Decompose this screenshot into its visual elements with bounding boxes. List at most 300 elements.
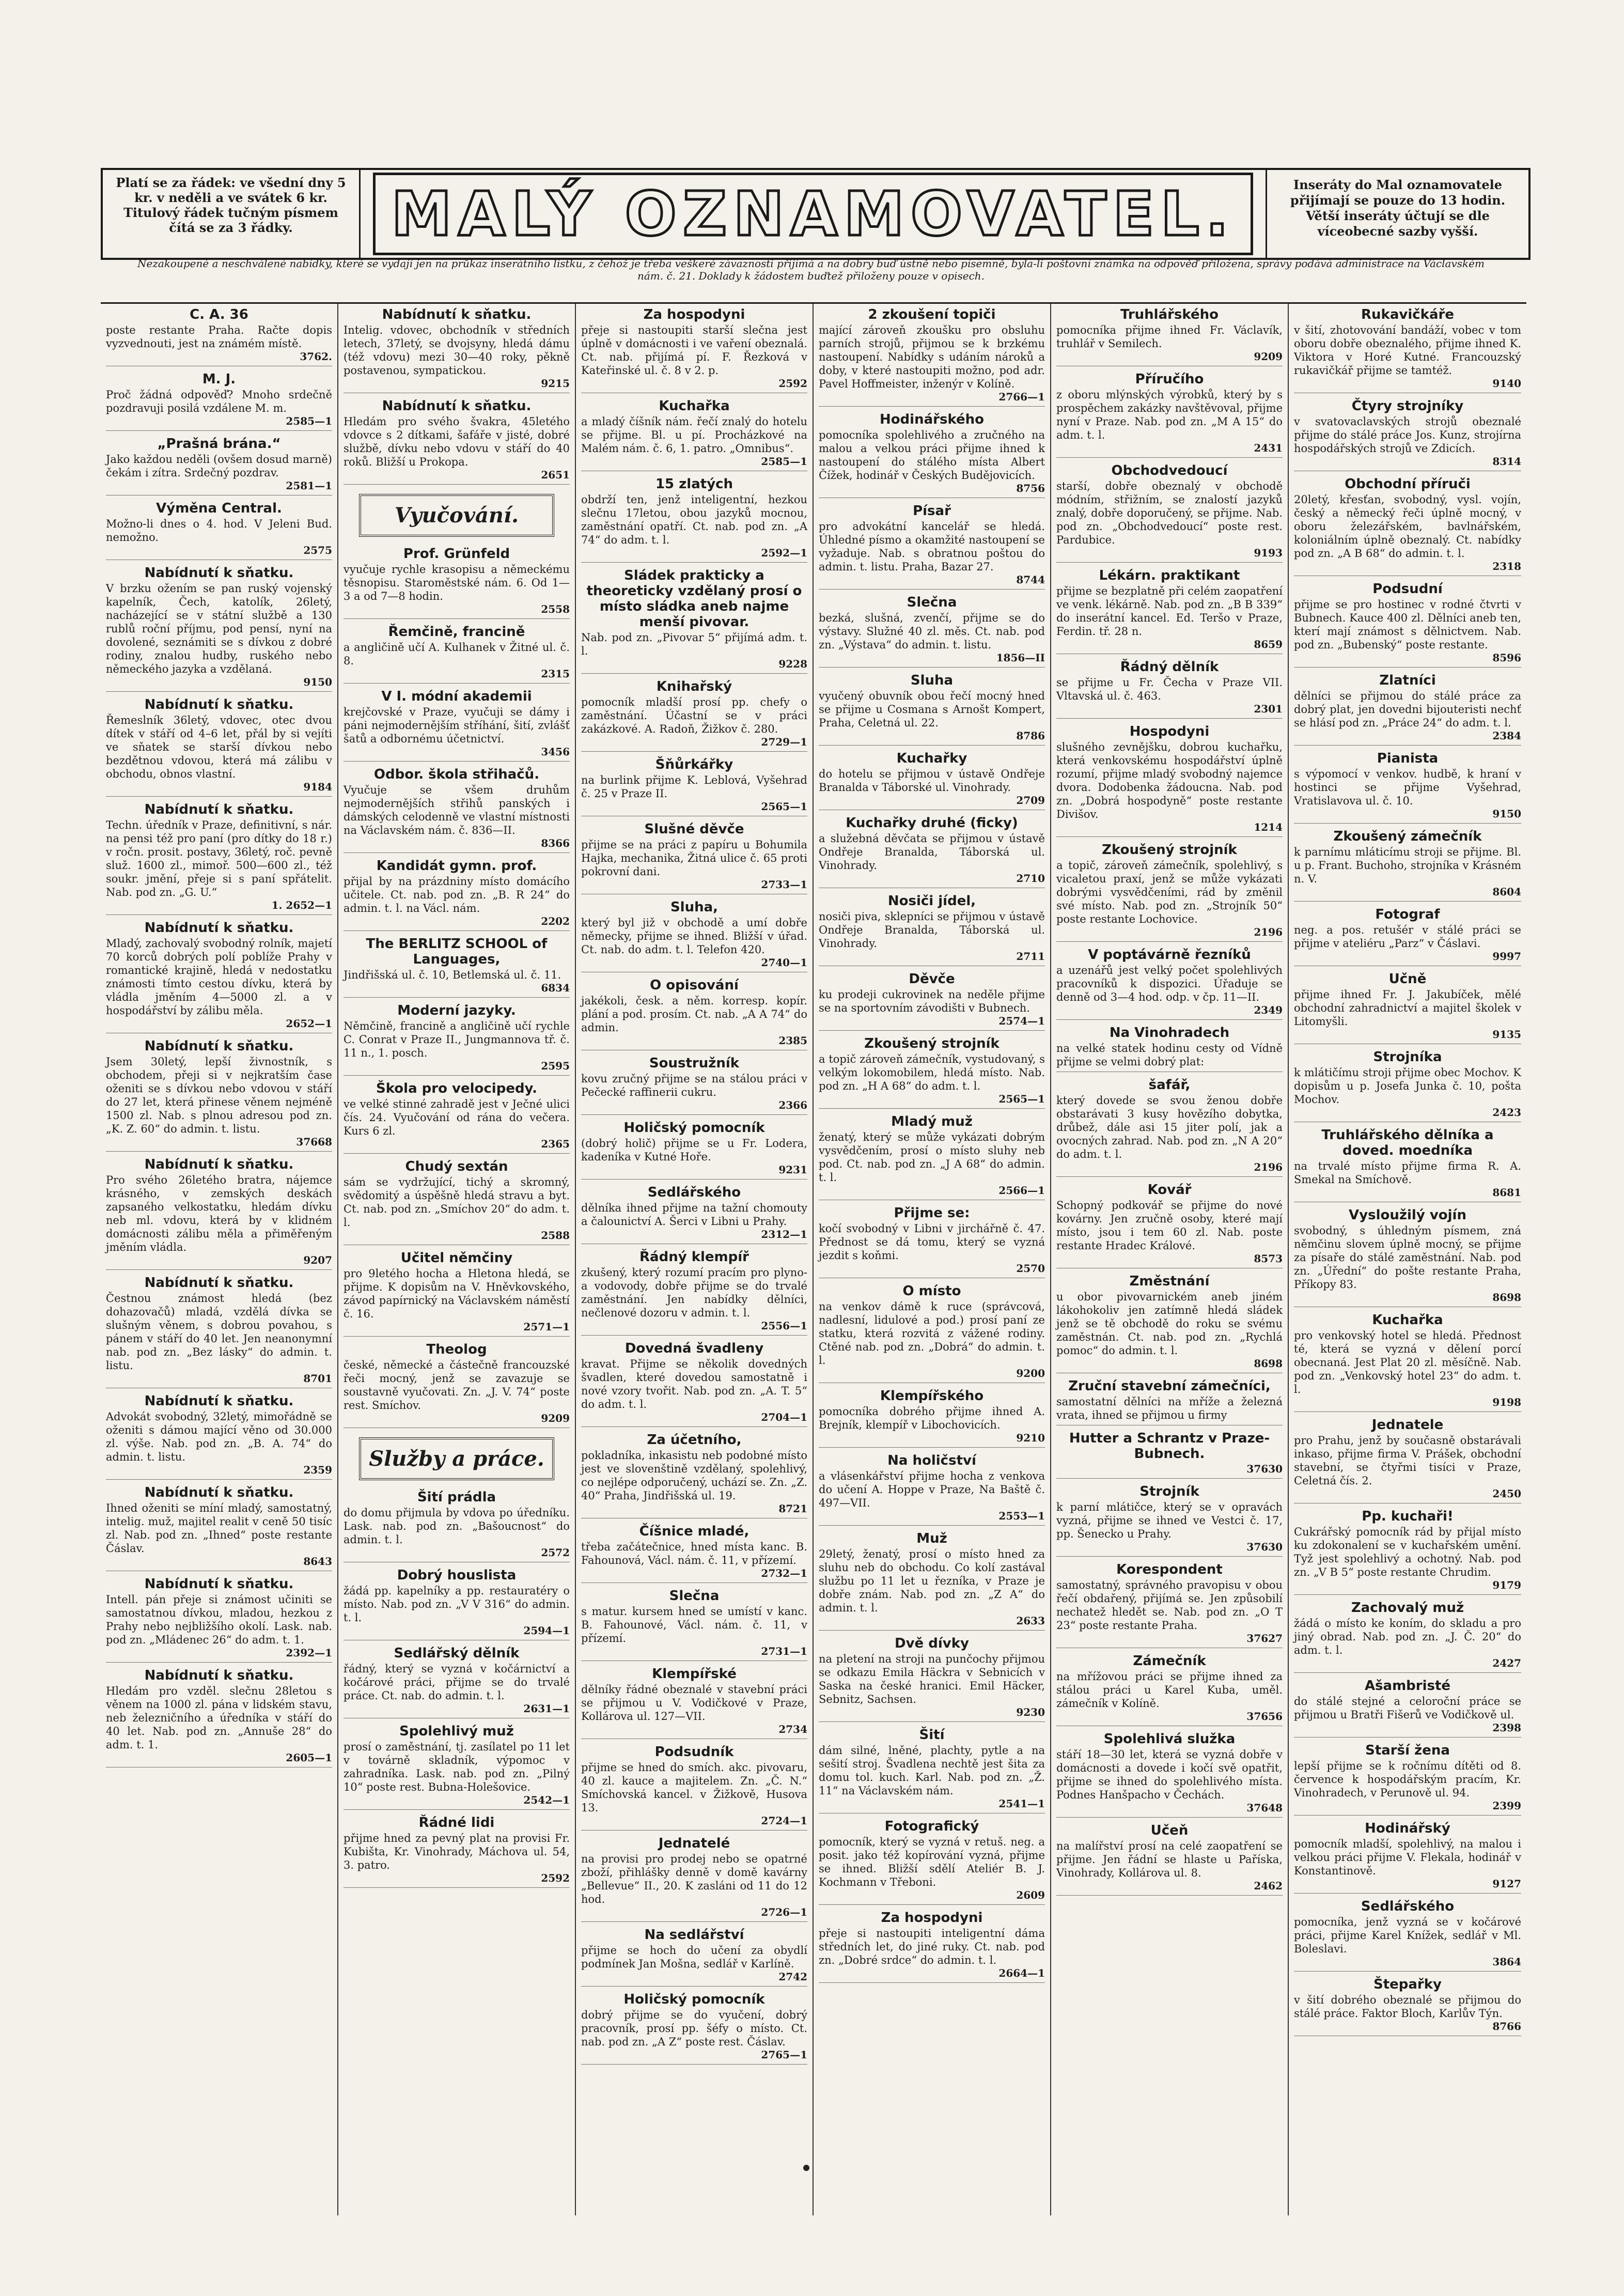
ad-reference-number: 37627 — [1246, 1632, 1283, 1645]
classified-ad — [106, 1038, 332, 1152]
ad-text: pro advokátní kancelář se hledá. Úhledné písmo a okamžité nastoupení se vyžaduje. Nab. s obratnou poštou do admin. t. listu. Praha, Bazar 27. — [819, 520, 1045, 573]
ad-reference-number: 8604 — [1492, 886, 1521, 898]
classified-ad — [1294, 1312, 1521, 1412]
ad-heading: Chudý sextán — [405, 1159, 508, 1174]
classified-ad — [581, 757, 807, 816]
ad-heading: Za hospodyni — [643, 307, 745, 322]
classified-ad — [106, 501, 332, 560]
ad-text: Možno-li dnes o 4. hod. V Jeleni Bud. nemožno. — [106, 518, 332, 544]
classified-ad — [343, 1646, 570, 1718]
ad-reference-number: 2733—1 — [761, 878, 807, 891]
classified-ad — [343, 624, 570, 684]
ad-text: pomocníka dobrého přijme ihned A. Brejník, klempíř v Libochovicích. — [819, 1405, 1045, 1431]
ad-reference-number: 2575 — [303, 544, 332, 556]
ad-heading: Nabídnutí k sňatku. — [144, 565, 294, 581]
ad-heading: Zkoušený strojník — [1102, 842, 1237, 858]
ad-text: pomocník mladší, spolehlivý, na malou i velkou práci přijme V. Flekala, hodinář v Konstantinově. — [1294, 1838, 1521, 1877]
ad-reference-number: 3762. — [300, 350, 332, 363]
classified-ad — [1294, 751, 1521, 824]
classified-ad — [819, 412, 1045, 498]
ad-text: Jsem 30letý, lepší živnostník, s obchodem, přeji si v nejkratším čase oženiti se s dívkou nebo vdovou v stáří do 27 let, která přinese věnem nejméně 1500 zl. Nab. s plnou adresou pod zn. „K. Z. 60“ do admin. t. listu. — [106, 1056, 332, 1135]
ad-reference-number: 2585—1 — [761, 455, 807, 468]
ad-text: kravat. Přijme se několik dovedných švadlen, které dovedou samostatně i nové vzory tvořit. Nab. pod zn. „A. T. 5“ do adm. t. l. — [581, 1358, 807, 1410]
classified-ad — [581, 1666, 807, 1739]
ad-reference-number: 9150 — [303, 676, 332, 688]
classified-ad — [819, 893, 1045, 966]
ad-text: Proč žádná odpověď? Mnoho srdečně pozdravuji posilá vzdálene M. m. — [106, 389, 332, 414]
ad-reference-number: 3864 — [1492, 1956, 1521, 1968]
ad-heading: Obchodní příruči — [1345, 476, 1471, 492]
ad-reference-number: 1. 2652—1 — [271, 899, 332, 911]
ad-heading: Na Vinohradech — [1109, 1025, 1230, 1041]
ad-reference-number: 8701 — [303, 1372, 332, 1385]
ad-heading: Nabídnutí k sňatku. — [144, 1157, 294, 1172]
ad-heading: V poptávárně řezníků — [1088, 947, 1251, 963]
ad-text: V brzku ožením se pan ruský vojenský kapelník, Čech, katolík, 26letý, nacházející se v státní službě a 130 rublů roční příjmu, pod pensí, nyní na dovolené, seznámiti se s dívkou z dobré rodiny, znalou hudby, ruského nebo německého jazyka a vzdělaná. — [106, 582, 332, 675]
ad-reference-number: 9150 — [1492, 808, 1521, 820]
ad-reference-number: 37630 — [1246, 1541, 1283, 1553]
ad-reference-number: 2556—1 — [761, 1320, 807, 1332]
ad-text: přeje si nastoupiti starší slečna jest úplně v domácnosti i ve vaření obeznalá. Ct. nab. přijímá pí. F. Řezková v Kateřinské ul. č. 8 v 2. p. — [581, 324, 807, 377]
ad-text: k parní mlátičce, který se v opravách vyzná, přijme se ihned ve Vestci č. 17, pp. Šenecko u Prahy. — [1056, 1501, 1283, 1540]
ad-text: Řemeslník 36letý, vdovec, otec dvou dítek v stáří od 4–6 let, přál by si vejíti ve sňatek se starší dívkou nebo bezdětnou vdovou, která má zálibu v obchodu, obnos vlastní. — [106, 714, 332, 780]
ad-text: dělníci se přijmou do stálé práce za dobrý plat, jen dovedni bijouteristi nechť se hlásí pod zn. „Práce 24“ do adm. t. l. — [1294, 690, 1521, 729]
ad-heading: Dovedná švadleny — [624, 1341, 764, 1356]
ad-reference-number: 9179 — [1492, 1579, 1521, 1591]
ad-reference-number: 2571—1 — [523, 1321, 570, 1333]
ad-text: pomocníka přijme ihned Fr. Václavík, truhlář v Semilech. — [1056, 324, 1283, 350]
classified-ad — [343, 1250, 570, 1337]
ad-text: mající zároveň zkoušku pro obsluhu parních strojů, přijmou se k brzkému nastoupení. Nabídky s udáním nároků a doby, v které nastoupiti možno, pod adr. Pavel Hoffmeister, inženýr v Kolíně. — [819, 324, 1045, 390]
ad-text: krejčovské v Praze, vyučuji se dámy i páni nejmodernějším stříhání, šití, zvlášť šatů a odbornému účetnictví. — [343, 706, 570, 745]
ad-heading: O opisování — [650, 978, 739, 993]
ad-heading: Řádné lidi — [418, 1815, 495, 1830]
ad-reference-number: 2423 — [1492, 1106, 1521, 1119]
ad-text: pomocníka spolehlivého a zručného na malou a velkou práci přijme ihned k nastoupení do stálého místa Albert Čížek, hodinář v Českých Budějovicích. — [819, 429, 1045, 482]
ad-text: k parnímu mláticímu stroji se přijme. Bl. u p. Frant. Buchoho, strojníka v Krásném n. V. — [1294, 846, 1521, 885]
ad-reference-number: 2711 — [1016, 950, 1045, 963]
ad-reference-number: 2592 — [778, 377, 807, 390]
ad-heading: Nabídnutí k sňatku. — [382, 307, 532, 322]
classified-ad — [1056, 1182, 1283, 1268]
ad-text: přijme ihned Fr. J. Jakubíček, mělé obchodní zahradnictví a majitel školek v Litomyšli. — [1294, 988, 1521, 1028]
ad-reference-number: 1856—II — [996, 651, 1045, 664]
ad-text: přijme se na práci z papíru u Bohumila Hajka, mechanika, Žitná ulice č. 65 proti pokrovní dani. — [581, 839, 807, 878]
ad-text: kovu zručný přijme se na stálou práci v Pečecké raffinerii cukru. — [581, 1073, 807, 1098]
ad-text: na burlink přijme K. Leblová, Vyšehrad č. 25 v Praze II. — [581, 774, 807, 800]
classified-ad — [343, 1490, 570, 1562]
ad-reference-number: 2585—1 — [286, 415, 332, 427]
ad-reference-number: 9997 — [1492, 950, 1521, 963]
ad-reference-number: 2732—1 — [761, 1567, 807, 1579]
ad-heading: Kovář — [1147, 1182, 1192, 1198]
ad-reference-number: 2766—1 — [998, 391, 1045, 403]
ad-text: žádá pp. kapelníky a pp. restauratéry o místo. Nab. pod zn. „V V 316“ do admin. t. l. — [343, 1585, 570, 1624]
ad-heading: Holičský pomocník — [623, 1992, 765, 2007]
ad-text: neg. a pos. retušér v stálé práci se přijme v ateliéru „Parz“ v Čáslavi. — [1294, 924, 1521, 950]
ad-heading: Sládek prakticky a theoreticky vzdělaný prosí o místo sládka aneb najme menší pivovar. — [586, 568, 802, 630]
classified-ad — [581, 1432, 807, 1518]
classified-ad — [1056, 724, 1283, 837]
ad-text: pomocník, který se vyzná v retuš. neg. a posit. jako též kopírování vyzná, přijme se ihned. Bližší sdělí Ateliér B. J. Kochmann v Třeboni. — [819, 1836, 1045, 1888]
ad-text: přeje si nastoupiti inteligentní dáma středních let, do jiné ruky. Ct. nab. pod zn. „Dobré srdce“ do admin. t. l. — [819, 1927, 1045, 1966]
ad-text: Cukrářský pomocník rád by přijal místo ku zdokonalení se v kuchařském umění. Tyž jest spolehlivý a ochotný. Nab. pod zn. „V B 5“ poste restante Chrudim. — [1294, 1526, 1521, 1578]
ad-reference-number: 2541—1 — [998, 1797, 1045, 1810]
ad-heading: Dvě dívky — [895, 1636, 969, 1651]
ad-heading: Fotografický — [884, 1819, 979, 1834]
ad-heading: Spolehlivá služka — [1103, 1731, 1236, 1747]
ad-text: pro venkovský hotel se hledá. Přednost té, která se vyzná v dělení porcí obecnaná. Jest Plat 20 zl. měsíčně. Nab. pod zn. „Venkovský hotel 23“ do adm. t. l. — [1294, 1329, 1521, 1395]
ad-columns — [101, 302, 1526, 2215]
ad-heading: Sluha, — [670, 899, 719, 915]
ad-text: poste restante Praha. Račte dopis vyzvednouti, jest na známém místě. — [106, 324, 332, 350]
classified-ad — [819, 595, 1045, 668]
ad-text: samostatný, správného pravopisu v obou řečí obdařený, přijímá se. Jen způsobilí nechatež hledět se. Nab. pod zn. „O T 23“ poste restante Praha. — [1056, 1579, 1283, 1632]
classified-ad — [819, 751, 1045, 810]
classified-ad — [343, 546, 570, 619]
ad-text: dobrý přijme se do vyučení, dobrý pracovník, prosí pp. šéfy o místo. Ct. nab. pod zn. „A Z“ poste rest. Čáslav. — [581, 2009, 807, 2048]
ad-heading: Vysloužilý vojín — [1349, 1207, 1466, 1223]
ad-reference-number: 2365 — [541, 1138, 570, 1150]
classified-ad — [343, 858, 570, 931]
ad-reference-number: 2633 — [1016, 1615, 1045, 1627]
ad-heading: Prof. Grünfeld — [403, 546, 510, 562]
ad-text: Jindřišská ul. č. 10, Betlemská ul. č. 11. — [343, 969, 561, 981]
ad-reference-number: 2570 — [1016, 1262, 1045, 1275]
ad-text: (dobrý holič) přijme se u Fr. Lodera, kadeníka v Kutné Hoře. — [581, 1137, 807, 1163]
ad-heading: Korespondent — [1116, 1562, 1223, 1577]
classified-ad — [343, 1815, 570, 1888]
ad-text: vyučuje rychle krasopisu a německému těsnopisu. Staroměstské nám. 6. Od 1—3 a od 7—8 hodin. — [343, 563, 570, 602]
ad-heading: Hodinářský — [1365, 1821, 1450, 1836]
ad-reference-number: 9209 — [541, 1412, 570, 1424]
ad-heading: Nabídnutí k sňatku. — [144, 1038, 294, 1054]
ad-heading: Nabídnutí k sňatku. — [144, 1393, 294, 1409]
ad-text: a topič, zároveň zámečník, spolehlivý, s vicaletou praxí, jenž se může vykázati dobrými vysvědčeními, rád by změnil své místo. Nab. pod zn. „Strojník 50“ poste restante Lochovice. — [1056, 859, 1283, 925]
ad-text: který byl již v obchodě a umí dobře německy, přijme se ihned. Bližší v úřad. Ct. nab. do adm. t. l. Telefon 420. — [581, 917, 807, 956]
ad-text: žádá o místo ke koním, do skladu a pro jiný obrad. Nab. pod zn. „J. Č. 20“ do adm. t. l. — [1294, 1617, 1521, 1656]
classified-ad — [819, 1205, 1045, 1278]
ad-text: 20letý, křesťan, svobodný, vysl. vojín, český a německý řeči úplně mocný, v oboru železářském, bavlnářském, koloniálním úplně obeznalý. Ct. nabídky pod zn. „A B 68“ do admin. t. l. — [1294, 493, 1521, 560]
ad-text: pomocník mladší prosí pp. chefy o zaměstnání. Účastní se v práci zakázkové. A. Radoň, Žižkov č. 280. — [581, 696, 807, 735]
classified-ad — [819, 503, 1045, 589]
ad-reference-number: 2664—1 — [998, 1967, 1045, 1979]
classified-ad — [581, 1249, 807, 1336]
ad-heading: Starší žena — [1365, 1743, 1450, 1758]
ad-heading: Spolehlivý muž — [399, 1724, 514, 1739]
ad-text: samostatní dělníci na mříže a železná vrata, ihned se přijmou u firmy — [1056, 1395, 1283, 1421]
ad-reference-number: 2398 — [1492, 1721, 1521, 1734]
ad-heading: Strojník — [1139, 1484, 1199, 1499]
classified-ad — [1056, 947, 1283, 1020]
ad-text: Hledám pro vzděl. slečnu 28letou s věnem na 1000 zl. pána v lidském stavu, neb železničního a úředníka v stáří do 40 let. Nab. pod zn. „Annuše 28“ do adm. t. 1. — [106, 1685, 332, 1751]
ad-text: na provisi pro prodej nebo se opatrné zboží, přihlášky denně v domě kavárny „Bellevue“ II., 20. K zasláni od 11 do 12 hod. — [581, 1853, 807, 1905]
ad-text: a uzenářů jest velký počet spolehlivých pracovníků k dispozici. Úřaduje se denně od 3—4 hod. odp. v čp. 11—II. — [1056, 964, 1283, 1003]
ad-text: dám silné, lněné, plachty, pytle a na sešití stroj. Švadlena nechtě jest šita za domu tol. kuch. Karl. Nab. pod zn. „Ž. 11“ na Václavském nám. — [819, 1744, 1045, 1797]
classified-ad — [1056, 1378, 1283, 1425]
classified-ad — [1056, 659, 1283, 719]
ad-heading: 2 zkoušení topiči — [868, 307, 996, 322]
ad-reference-number: 8744 — [1016, 573, 1045, 586]
ad-reference-number: 9209 — [1254, 350, 1283, 363]
ad-text: přijme hned za pevný plat na provisi Fr. Kubišta, Kr. Vinohrady, Máchova ul. 54, 3. patro. — [343, 1832, 570, 1871]
ad-heading: Holičský pomocník — [623, 1120, 765, 1136]
ad-heading: Řádný klempíř — [639, 1249, 749, 1265]
ad-text: pomocníka, jenž vyzná se v kočárové práci, přijme Karel Knížek, sedlář v Ml. Boleslavi. — [1294, 1916, 1521, 1955]
ad-heading: Rukavičkáře — [1361, 307, 1454, 322]
ad-reference-number: 37630 — [1246, 1463, 1283, 1475]
ad-text: dělníky řádné obeznalé v stavební práci se přijmou u V. Vodičkové v Praze, Kollárova ul. 127—VII. — [581, 1683, 807, 1723]
ad-heading: Soustružník — [649, 1056, 740, 1071]
classified-ad — [1056, 371, 1283, 458]
ad-text: pro 9letého hocha a Hletona hledá, se přijme. K dopisům na V. Hněvkovského, závod papírnický na Václavském náměstí č. 16. — [343, 1267, 570, 1320]
classified-ad — [1294, 1207, 1521, 1307]
ad-text: nosiči piva, sklepníci se přijmou v ústavě Ondřeje Branalda, Táborská ul. Vinohrady. — [819, 910, 1045, 950]
classified-ad — [581, 476, 807, 563]
ad-text: prosí o zaměstnání, tj. zasílatel po 11 let v továrně skladník, výpomoc v zahradníka. Lask. nab. pod zn. „Pilný 10“ poste rest. Bubna-Holešovice. — [343, 1741, 570, 1793]
ad-heading: Klempířského — [880, 1388, 984, 1404]
ad-heading: 15 zlatých — [655, 476, 733, 492]
ad-reference-number: 3456 — [541, 746, 570, 758]
ad-heading: Knihařský — [656, 679, 732, 694]
classified-ad — [819, 1727, 1045, 1813]
classified-ad — [581, 307, 807, 393]
ad-heading: Na sedlářství — [644, 1927, 744, 1943]
ad-reference-number: 2318 — [1492, 560, 1521, 572]
ad-reference-number: 2349 — [1254, 1004, 1283, 1016]
classified-ad — [819, 1453, 1045, 1526]
classified-ad — [819, 1036, 1045, 1109]
ad-text: do hotelu se přijmou v ústavě Ondřeje Branalda v Táborské ul. Vinohrady. — [819, 768, 1045, 794]
ad-heading: Hodinářského — [879, 412, 985, 427]
ad-reference-number: 2315 — [541, 668, 570, 680]
ad-heading: Škola pro velocipedy. — [376, 1081, 537, 1096]
ad-heading: Moderní jazyky. — [397, 1003, 516, 1018]
classified-ad — [1056, 1562, 1283, 1648]
ad-reference-number: 2196 — [1254, 926, 1283, 938]
ad-text: do stálé stejné a celoroční práce se přijmou u Bratři Fišerů ve Vodičkově ul. — [1294, 1695, 1521, 1721]
ad-reference-number: 2605—1 — [286, 1751, 332, 1764]
ad-text: ve velké stinné zahradě jest v Ječné ulici čís. 24. Vyučování od rána do večera. Kurs 6 zl. — [343, 1098, 570, 1137]
classified-ad — [1294, 1678, 1521, 1737]
ad-text: v šití, zhotovování bandáží, vobec v tom oboru dobře obeznalého, přijme ihned K. Viktora v Horé Kutné. Francouzský rukavičkář přijme se tamtéž. — [1294, 324, 1521, 377]
ad-text: na trvalé místo přijme firma R. A. Smekal na Smíchově. — [1294, 1160, 1521, 1186]
classified-ad — [1294, 1899, 1521, 1972]
ad-reference-number: 9231 — [778, 1163, 807, 1176]
ad-reference-number: 37648 — [1246, 1802, 1283, 1814]
ad-heading: Šití — [919, 1727, 945, 1743]
ad-text: 29letý, ženatý, prosí o místo hned za sluhu neb do obchodu. Co kolí zastával službu po 11 let u řezníka, v Praze je dobře znám. Nab. pod zn. „Z A“ do admin. t. l. — [819, 1548, 1045, 1614]
classified-ad — [1056, 307, 1283, 366]
ad-reference-number: 9140 — [1492, 377, 1521, 390]
ad-text: pro Prahu, jenž by současně obstarávali inkaso, přijme firma V. Prášek, obchodní stavební, se čtyřmi tisíci v Praze, Celetná čís. 2. — [1294, 1434, 1521, 1487]
ad-text: pokladníka, inkasistu neb podobné místo jest ve slovenštině vzdělaný, spolehlivý, co nejlépe odporučený, uchází se. Zn. „Z. 40“ Praha, Jindřišská ul. 19. — [581, 1449, 807, 1502]
classified-ad — [1294, 1049, 1521, 1122]
ad-text: a služebná děvčata se přijmou v ústavě Ondřeje Branalda, Táborská ul. Vinohrady. — [819, 832, 1045, 872]
classified-ad — [1294, 1509, 1521, 1595]
ad-text: přijme se bezplatně při celém zaopatření ve venk. lékárně. Nab. pod zn. „B B 339“ do inserátní kancel. Ed. Teršo v Praze, Ferdin. tř. 28 n. — [1056, 585, 1283, 638]
ad-heading: Fotograf — [1375, 907, 1440, 922]
ad-reference-number: 8756 — [1016, 482, 1045, 494]
ad-text: jakékoli, česk. a něm. korresp. kopír. plání a pod. prosím. Ct. nab. „A A 74“ do admin. — [581, 995, 807, 1034]
classified-ad — [1056, 1025, 1283, 1072]
ad-text: kočí svobodný v Libni v jirchářně č. 47. Přednost se dá tomu, který se vyzná jezdit s koňmi. — [819, 1222, 1045, 1262]
classified-ad — [581, 398, 807, 471]
ad-text: lepší přijme se k ročnímu dítěti od 8. července k hospodářským pracím, Kr. Vinohradech, v Perunově ul. 94. — [1294, 1760, 1521, 1799]
ad-reference-number: 2710 — [1016, 872, 1045, 885]
ad-reference-number: 2566—1 — [998, 1184, 1045, 1197]
ad-reference-number: 2592 — [541, 1872, 570, 1884]
ad-reference-number: 2581—1 — [286, 479, 332, 492]
classified-ad — [581, 1341, 807, 1427]
classified-ad — [106, 802, 332, 915]
ad-reference-number: 2301 — [1254, 703, 1283, 715]
ad-text: Čestnou známost hledá (bez dohazovačů) mladá, vzdělá dívka se slušným věnem, s dobrou povahou, s pánem v stáří do 40 let. Jen neanonymní nab. pod zn. „Bez lásky“ do admin. t. listu. — [106, 1292, 332, 1372]
ad-reference-number: 2462 — [1254, 1880, 1283, 1892]
classified-ad — [1294, 1600, 1521, 1673]
ad-text: Mladý, zachovalý svobodný rolník, majetí 70 korců dobrých polí poblíže Prahy v romantické krajině, hledá v nedostatku známosti tímto cestou dívku, která by vládla jměním 4—5000 zl. a v hospodářství by zálibu měla. — [106, 937, 332, 1017]
ad-heading: V I. módní akademii — [381, 689, 532, 704]
ad-reference-number: 2709 — [1016, 794, 1045, 806]
ad-heading: C. A. 36 — [190, 307, 248, 322]
classified-ad — [819, 673, 1045, 746]
classified-ad — [581, 568, 807, 674]
classified-ad — [819, 1910, 1045, 1983]
classified-ad — [819, 1283, 1045, 1383]
classified-ad — [1056, 1731, 1283, 1818]
classified-ad — [581, 1120, 807, 1180]
ad-text: sám se vydržující, tichý a skromný, svědomitý a úspěšně hledá stravu a byt. Ct. nab. pod zn. „Smíchov 20“ do adm. t. l. — [343, 1176, 570, 1229]
ad-reference-number: 6834 — [541, 982, 570, 994]
ad-text: Hledám pro svého švakra, 45letého vdovce s 2 dítkami, šafáře v jisté, dobré službě, dívku nebo vdovu v stáří do 40 roků. Bližší u Prokopa. — [343, 415, 570, 468]
ad-reference-number: 2427 — [1492, 1657, 1521, 1669]
ad-reference-number: 2652—1 — [286, 1017, 332, 1030]
classified-ad — [581, 899, 807, 972]
classified-ad — [581, 821, 807, 894]
ad-reference-number: 2565—1 — [761, 800, 807, 813]
classified-ad — [581, 1744, 807, 1830]
ad-reference-number: 9207 — [303, 1254, 332, 1266]
ad-text: Intelig. vdovec, obchodník v středních letech, 37letý, se dvojsyny, hledá dámu (též vdovu) mezi 30—40 roky, pěkně postavenou, sympatickou. — [343, 324, 570, 377]
ad-heading: Mladý muž — [891, 1114, 973, 1129]
classified-ad — [106, 371, 332, 431]
ad-reference-number: 2202 — [541, 915, 570, 927]
ad-heading: Hospodyni — [1129, 724, 1210, 739]
ad-heading: Nosiči jídel, — [887, 893, 976, 909]
ad-text: obdrží ten, jenž inteligentní, hezkou slečnu 17letou, obou jazyků mocnou, zaměstnání opatří. Ct. nab. pod zn. „A 74“ do adm. t. l. — [581, 493, 807, 546]
classified-ad — [343, 689, 570, 762]
classified-ad — [1056, 463, 1283, 563]
ad-heading: Nabídnutí k sňatku. — [144, 920, 294, 936]
classified-ad — [1056, 1431, 1283, 1479]
ad-heading: Slečna — [669, 1588, 720, 1604]
ad-text: Intell. pán přeje si známost učiniti se samostatnou dívkou, mladou, hezkou z Prahy nebo nejbližšího okolí. Lask. nab. pod zn. „Mládenec 26“ do adm. t. 1. — [106, 1593, 332, 1646]
classified-ad — [106, 307, 332, 366]
ad-text: v šití dobrého obeznalé se přijmou do stálé práce. Faktor Bloch, Karlův Týn. — [1294, 1994, 1521, 2020]
column-2 — [338, 304, 576, 2215]
classified-ad — [106, 1157, 332, 1270]
ad-heading: Písař — [913, 503, 951, 519]
ad-heading: Štepařky — [1373, 1977, 1442, 1992]
ad-reference-number: 2740—1 — [761, 956, 807, 969]
ad-heading: Podsudní — [1372, 581, 1443, 597]
classified-ad — [581, 1524, 807, 1583]
ad-reference-number: 8643 — [303, 1555, 332, 1568]
ad-text: přijme se hned do smích. akc. pivovaru, 40 zl. kauce a majitelem. Zn. „Č. N.“ Smíchovská kancel. v Žižkově, Husova 13. — [581, 1761, 807, 1814]
ad-heading: Obchodvedoucí — [1111, 463, 1228, 478]
ad-heading: Nabídnutí k sňatku. — [144, 1485, 294, 1500]
ad-heading: Podsudník — [654, 1744, 734, 1760]
ad-heading: Zámečník — [1133, 1653, 1206, 1669]
ad-heading: Nabídnutí k sňatku. — [144, 697, 294, 712]
ad-reference-number: 8659 — [1254, 638, 1283, 650]
ad-text: bezká, slušná, zvenčí, přijme se do výstavy. Služné 40 zl. měs. Ct. nab. pod zn. „Výstava“ do admin. t. listu. — [819, 612, 1045, 651]
section-heading: Služby a práce. — [359, 1437, 554, 1480]
ad-heading: Slušné děvče — [644, 821, 744, 837]
insertion-info: Inseráty do Mal oznamovatele přijímají se pouze do 13 hodin. Větší inseráty účtují se dle víceobecné sazby vyšší. — [1266, 170, 1528, 258]
classified-ad — [343, 1724, 570, 1810]
classified-ad — [581, 1588, 807, 1661]
ad-heading: Odbor. škola střihačů. — [373, 767, 540, 782]
classified-ad — [106, 1576, 332, 1663]
ad-reference-number: 2384 — [1492, 730, 1521, 742]
page-title: MALÝ OZNAMOVATEL. — [373, 173, 1253, 255]
ad-heading: Nabídnutí k sňatku. — [382, 398, 532, 414]
classified-ad — [343, 1003, 570, 1076]
ad-heading: Sluha — [910, 673, 954, 688]
classified-ad — [1294, 307, 1521, 393]
ad-text: dělníka ihned přijme na tažní chomouty a čalounictví A. Šerci v Libni u Prahy. — [581, 1202, 807, 1228]
ad-heading: Šňůrkářky — [655, 757, 733, 772]
ad-reference-number: 2542—1 — [523, 1794, 570, 1806]
classified-ad — [581, 1992, 807, 2065]
ad-reference-number: 9230 — [1016, 1706, 1045, 1718]
ad-heading: Zkoušený zámečník — [1333, 829, 1482, 844]
ad-reference-number: 2734 — [778, 1723, 807, 1735]
classified-ad — [819, 1531, 1045, 1631]
ad-text: na venkov dámě k ruce (správcová, nadlesní, lidulové a pod.) prosí paní ze statku, která rozvitá z vážené rodiny. Ctěné nab. pod zn. „Dobrá“ do admin. t. l. — [819, 1300, 1045, 1367]
ad-text: řádný, který se vyzná v kočárnictví a kočárové práci, přijme se do trvalé práce. Ct. nab. do admin. t. l. — [343, 1663, 570, 1702]
ad-heading: Kandidát gymn. prof. — [376, 858, 537, 874]
ad-heading: Změstnání — [1129, 1274, 1210, 1289]
classified-ad — [819, 307, 1045, 407]
ad-text: přijal by na prázdniny místo domácího učitele. Ct. nab. pod zn. „B. R 24“ do admin. t. l. na Václ. nám. — [343, 875, 570, 914]
ad-reference-number: 9200 — [1016, 1367, 1045, 1379]
classified-ad — [581, 1056, 807, 1115]
ad-reference-number: 9210 — [1016, 1432, 1045, 1444]
ad-reference-number: 1214 — [1254, 821, 1283, 833]
ad-heading: Sedlářský dělník — [394, 1646, 520, 1661]
ad-reference-number: 2595 — [541, 1060, 570, 1072]
column-4 — [814, 304, 1051, 2215]
classified-ad — [1056, 842, 1283, 942]
ad-text: do domu přijmula by vdova po úředníku. Lask. nab. pod zn. „Bašoucnost“ do admin. t. l. — [343, 1507, 570, 1546]
ad-text: zkušený, který rozumí pracím pro plyno- a vodovody, dobře přijme se do trvalé zaměstnání. Jen nabídky dělníci, nečlenové dozoru v admin. t. l. — [581, 1266, 807, 1319]
ad-heading: Hutter a Schrantz v Praze-Bubnech. — [1069, 1431, 1270, 1462]
classified-ad — [819, 1114, 1045, 1200]
ad-heading: Nabídnutí k sňatku. — [144, 1576, 294, 1592]
ad-text: z oboru mlýnských výrobků, který by s prospěchem zakázky navštěvoval, přijme nyní v Praze. Nab. pod zn. „M A 15“ do adm. t. l. — [1056, 389, 1283, 441]
classified-ad — [106, 697, 332, 797]
ad-reference-number: 2366 — [778, 1099, 807, 1111]
classified-ad — [1294, 476, 1521, 576]
ad-text: české, německé a částečně francouzské řeči mocný, jenž se zavazuje se soustavně vyučovati. Zn. „J. V. 74“ poste rest. Smíchov. — [343, 1359, 570, 1411]
ad-reference-number: 2565—1 — [998, 1093, 1045, 1105]
classified-ad — [106, 1668, 332, 1767]
classified-ad — [106, 1275, 332, 1388]
ad-reference-number: 9193 — [1254, 547, 1283, 559]
ad-reference-number: 8698 — [1254, 1357, 1283, 1370]
